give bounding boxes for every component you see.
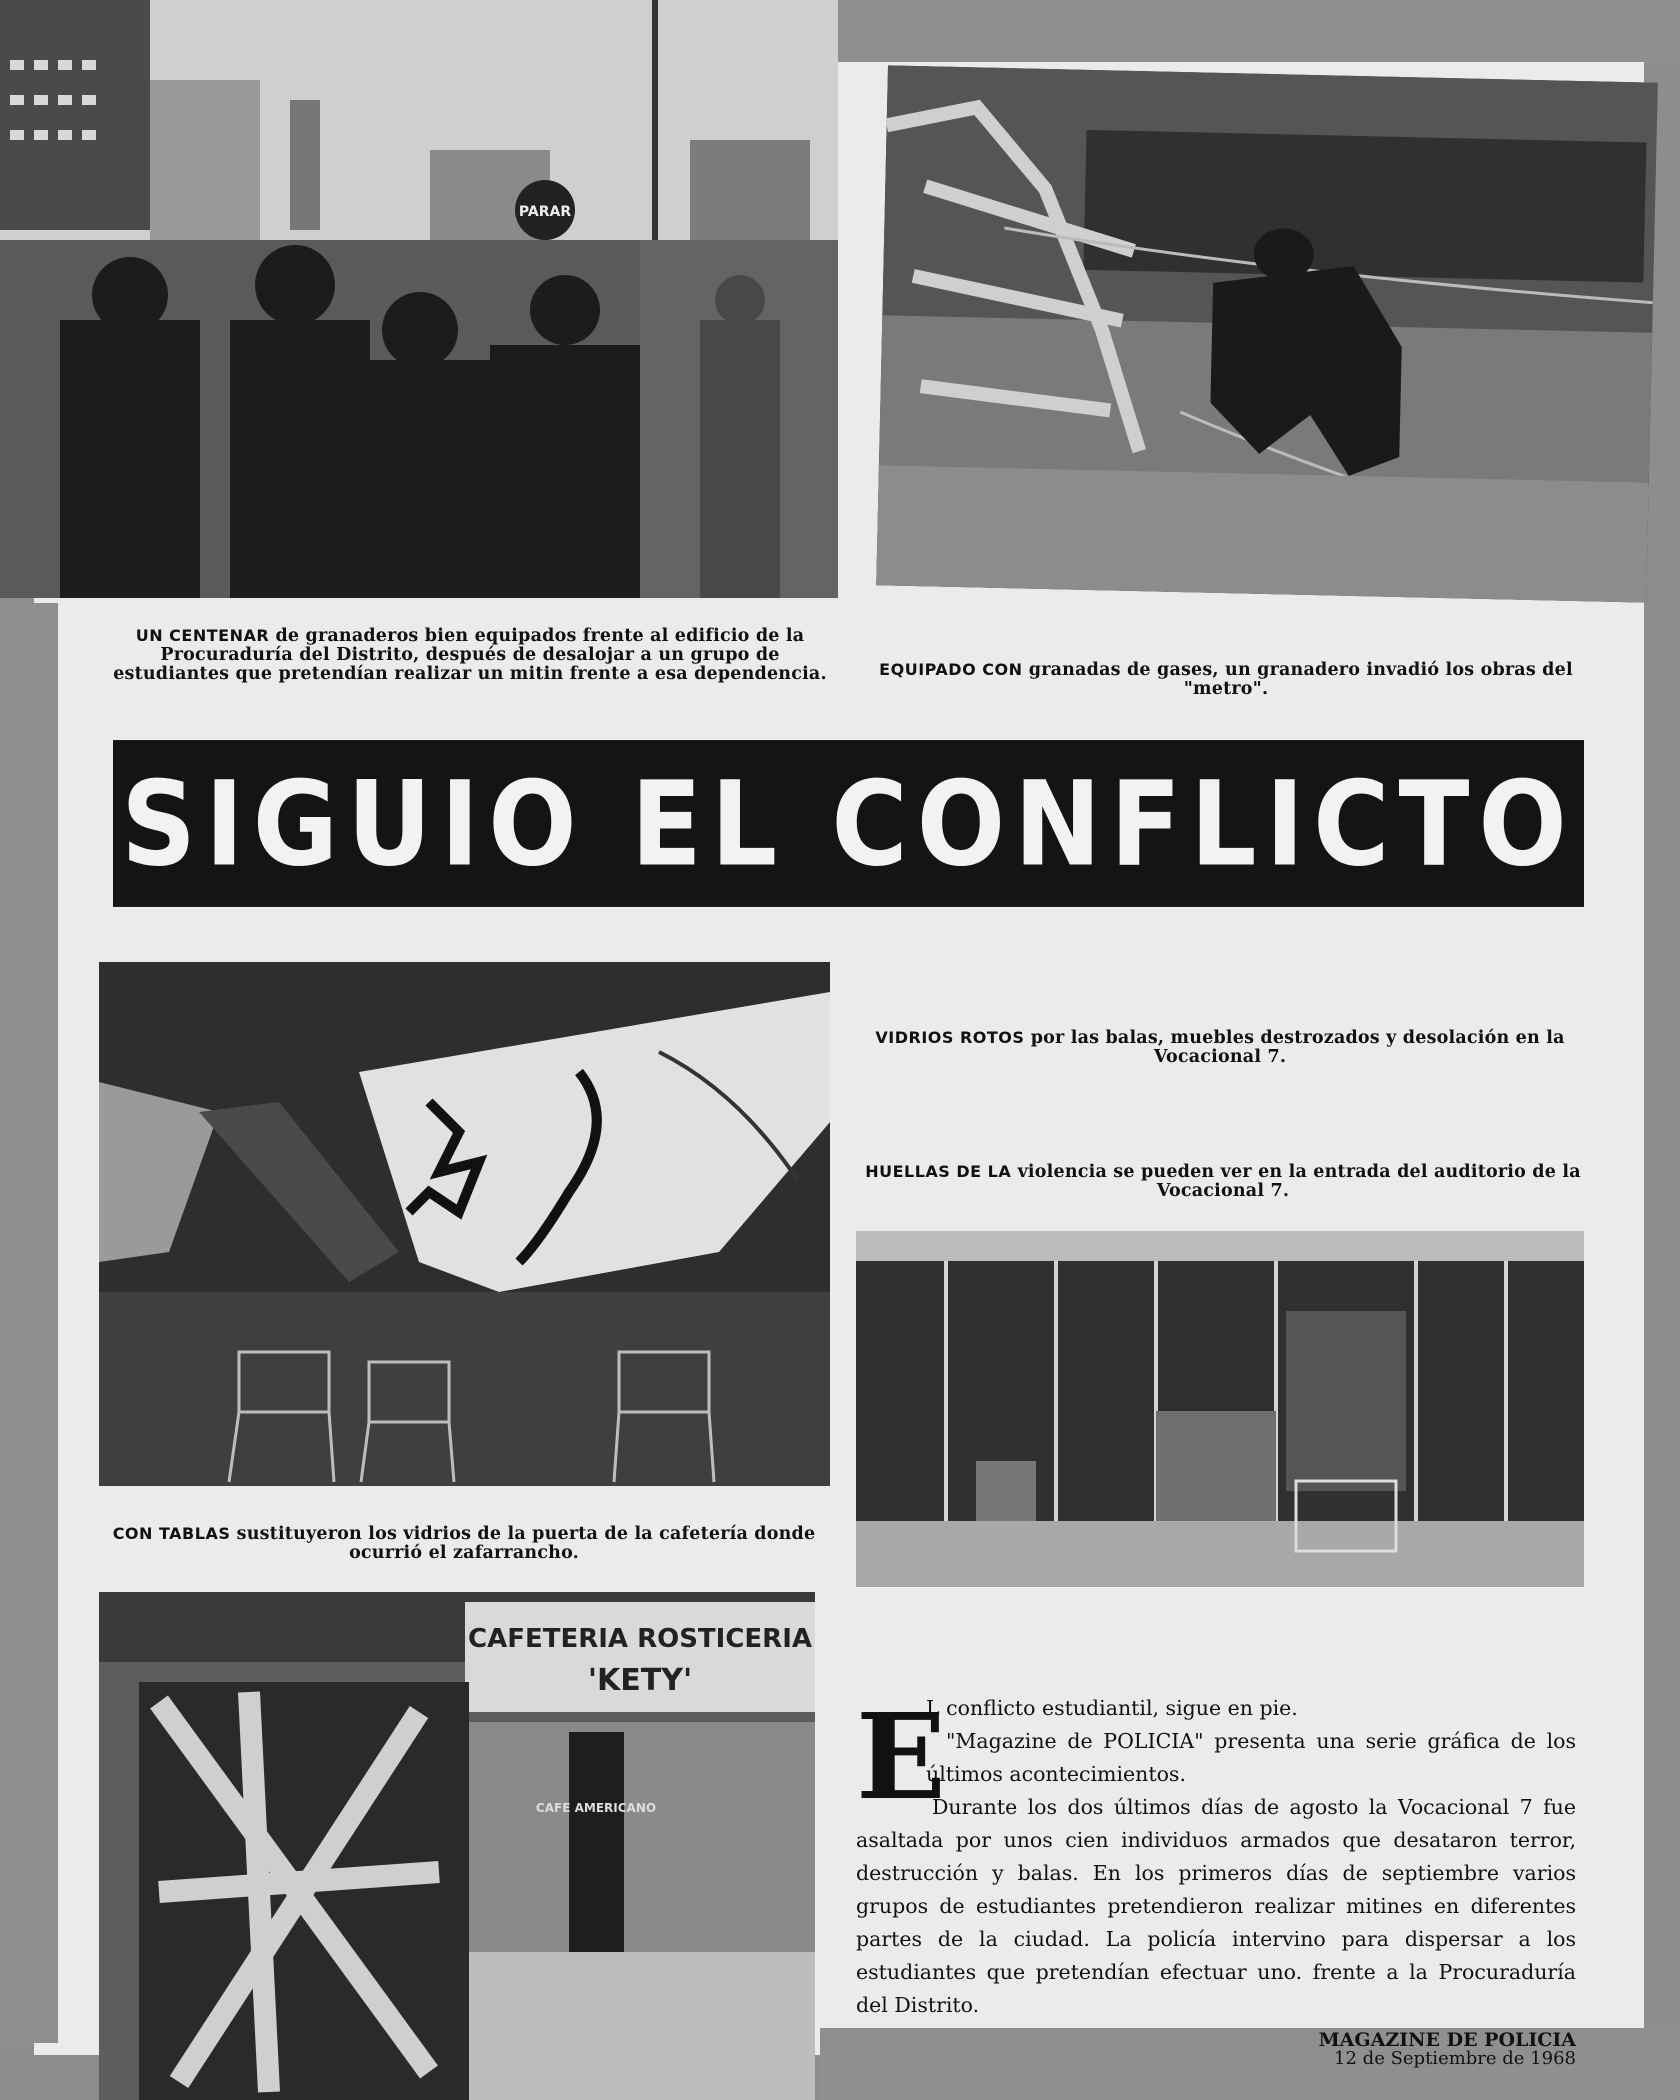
caption-text: violencia se pueden ver en la entrada del auditorio de la Vocacional 7. xyxy=(1017,1162,1581,1201)
stop-sign-text: PARAR xyxy=(518,204,572,220)
caption-text: por las balas, muebles destrozados y desolación en la Vocacional 7. xyxy=(1030,1028,1565,1067)
photo-vidrios xyxy=(99,962,830,1486)
caption-lead: CON TABLAS xyxy=(112,1524,231,1543)
caption-text: granadas de gases, un granadero invadió los obras del "metro". xyxy=(1028,660,1573,699)
photo-tablas xyxy=(99,1592,815,2100)
photo-huellas xyxy=(856,1231,1584,1587)
cafeteria-sign-line1: CAFETERIA ROSTICERIA xyxy=(467,1624,813,1654)
caption-lead: VIDRIOS ROTOS xyxy=(875,1028,1025,1047)
photo-metro xyxy=(876,65,1658,602)
caption-lead: HUELLAS DE LA xyxy=(865,1162,1012,1181)
cafe-window-text: CAFE AMERICANO xyxy=(535,1801,657,1815)
article-paragraph-3: Durante los dos últimos días de agosto la Vocacional 7 fue asaltada por unos cien individuos armados que desataron terror, destrucción y balas. En los primeros días de septiembre varios grupos de estudiantes pretendieron realizar mitines en diferentes partes de la ciudad. La policía intervino para dispersar a los estudiantes que pretendían efectuar uno. frente a la Procuraduría del Distrito. xyxy=(856,1795,1576,2017)
article xyxy=(856,1687,1576,2022)
caption-granaderos xyxy=(108,626,832,684)
gray-band-left xyxy=(0,603,58,2043)
caption-huellas xyxy=(862,1162,1584,1201)
signature xyxy=(1230,2030,1576,2068)
caption-tablas xyxy=(104,1524,824,1563)
signature-title: MAGAZINE DE POLICIA xyxy=(1318,2029,1576,2051)
caption-lead: EQUIPADO CON xyxy=(879,660,1023,679)
caption-vidrios xyxy=(860,1028,1580,1067)
caption-text: de granaderos bien equipados frente al edificio de la Procuraduría del Distrito, después de desalojar a un grupo de estudiantes que pretendían realizar un mitin frente a esa dependencia. xyxy=(113,626,827,684)
signature-date: 12 de Septiembre de 1968 xyxy=(1334,2048,1576,2069)
cafeteria-sign-line2: 'KETY' xyxy=(587,1663,693,1698)
caption-lead: UN CENTENAR xyxy=(135,626,270,645)
page-headline: SIGUIO EL CONFLICTO xyxy=(113,740,1584,907)
article-paragraph-2: "Magazine de POLICIA" presenta una serie gráfica de los últimos acontecimientos. xyxy=(926,1729,1576,1786)
gray-band-top xyxy=(838,0,1680,62)
article-paragraph-1: L conflicto estudiantil, sigue en pie. xyxy=(926,1696,1298,1720)
caption-text: sustituyeron los vidrios de la puerta de la cafetería donde ocurrió el zafarrancho. xyxy=(236,1524,816,1563)
caption-metro xyxy=(866,660,1586,699)
article-dropcap: E xyxy=(856,1687,946,1826)
photo-granaderos xyxy=(0,0,838,598)
